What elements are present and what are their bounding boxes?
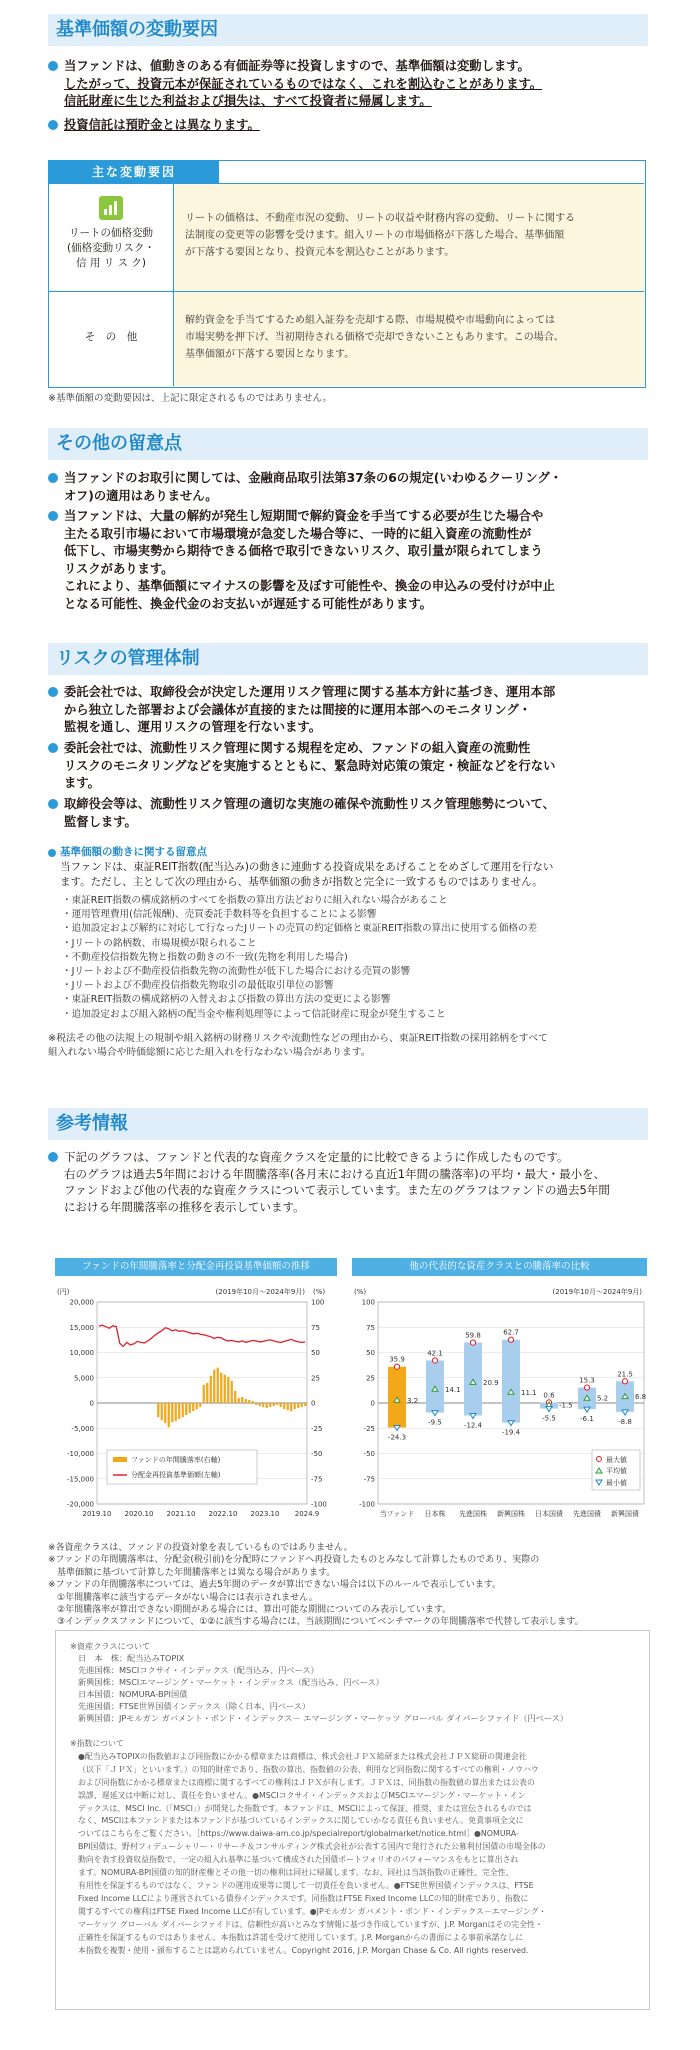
index-disclaimer: ※指数について ●配当込みTOPIXの指数値および同指数にかかる標章または商標は、株式会社ＪＰＸ総研または株式会社ＪＰＸ総研の関連会社 （以下「ＪＰＸ」といいます。）の知的財産であり、指数の算出、指数値の公表、利用など同指数に関するすべての権利・ノウハウ および同指数にかかる標章または商標に関するすべての権利はＪＰＸが有します。ＪＰＸは、同指数の指数値の算出または公表の 誤謬、遅延又は中断に対し、責任を負いません。●MSCIコクサイ・インデックスおよびMSCIエマージング・マーケット・イン デックスは、MSCI Inc.（「MSCI」）が開発した指数です。本ファンドは、MSCIによって保証、推奨、または宣伝されるものでは なく、MSCIは本ファンドまたは本ファンドが基づいているインデックスに関していかなる責任も負いません。免責事項全文に ついてはこちらをご覧ください。［https://www.daiwa-am.co.jp/specialreport/globalmarket/notice.html］●NOMURA- BPI国債は、野村フィデューシャリー・リサーチ＆コンサルティング株式会社が公表する国内で発行された公募利付国債の市場全体の 動向を表す投資収益指数で、一定の組入れ基準に基づいて構成された国債ポートフォリオのパフォーマンスをもとに算出され ます。NOMURA-BPI国債の知的財産権とその他一切の権利は同社に帰属します。なお、同社は当該指数の正確性、完全性、 有用性を保証するものではなく、ファンドの運用成果等に関して一切責任を負いません。●FTSE世界国債インデックスは、FTSE Fixed Income LLCにより運営されている債券インデックスです。同指数はFTSE Fixed Income LLCの知的財産であり、指数に 関するすべての権利はFTSE Fixed Income LLCが有しています。●JPモルガン ガバメント・ボンド・インデックス－エマージング・ マーケッツ グローバル ダイバーシファイドは、信頼性が高いとみなす情報に基づき作成していますが、J.P. Morganはその完全性・ 正確性を保証するものではありません。本指数は許諾を受けて使用しています。J.P. Morganからの書面による事前承諾なしに 本指数を複製・使用・頒布することは認められていません。Copyright 2016, J.P. Morgan Chase & Co. All rights reserved. <box>70 1739 547 1955</box>
max-value-label: 21.5 <box>617 1370 633 1379</box>
y-tick-label: 50 <box>366 1349 375 1357</box>
reference-description: 下記のグラフは、ファンドと代表的な資産クラスを定量的に比較できるように作成したものです。 右のグラフは過去5年間における年間騰落率(各月末における直近1年間の騰落率)の平均・最大・最小を、 ファンドおよび他の代表的な資産クラスについて表示しています。また左のグラフはファンドの過去5年間 における年間騰落率の推移を表示しています。 <box>48 1149 652 1215</box>
y-left-tick-label: 5,000 <box>73 1374 94 1383</box>
return-bar <box>287 1403 289 1410</box>
x-tick-label: 2022.10 <box>208 1510 238 1518</box>
return-bar <box>304 1403 306 1406</box>
list-item: ・不動産投信指数先物と指数の動きの不一致(先物を利用した場合) <box>62 951 348 963</box>
legend-label: 平均値 <box>606 1467 627 1475</box>
chart-period: (2019年10月～2024年9月) <box>215 1288 305 1296</box>
list-item: 新興国債：JPモルガン ガバメント・ボンド・インデックス－ エマージング・マーケッツ グローバル ダイバーシファイド（円ベース） <box>78 1713 568 1723</box>
return-bar <box>262 1403 264 1407</box>
bullet-icon <box>48 687 58 697</box>
chart-legend <box>592 1450 640 1490</box>
list-item: ・Jリートおよび不動産投信指数先物の流動性が低下した場合における売買の影響 <box>62 966 411 978</box>
min-value-label: -19.4 <box>501 1428 521 1437</box>
bullet-liquidity: 当ファンドは、大量の解約が発生し短期間で解約資金を手当てする必要が生じた場合や 主たる取引市場において市場環境が急変した場合等に、一時的に組入資産の流動性が 低下し、市場実勢から期待できる価格で取引できないリスク、取引量が限られてしまう リスクがあります。 これにより、基準価額にマイナスの影響を及ぼす可能性や、換金の申込みの受付けが中止 となる可能性、換金代金のお支払いが遅延する可能性があります。 <box>48 508 652 613</box>
max-marker <box>470 1340 475 1345</box>
asset-class-definitions: ※資産クラスについて 日 本 株：配当込みTOPIX 先進国株：MSCIコクサイ・インデックス（配当込み、円ベース） 新興国株：MSCIエマージング・マーケット・インデックス（配当込み、円ベース） 日本国債：NOMURA-BPI国債 先進国債：FTSE世界国債インデックス（除く日本、円ベース） 新興国債：JPモルガン ガバメント・ボンド・インデックス－ エマージング・マーケッツ グローバル ダイバーシファイド（円ベース） <box>70 1640 640 1724</box>
y-left-tick-label: -20,000 <box>66 1500 94 1509</box>
return-bar <box>178 1403 180 1419</box>
max-marker <box>622 1379 627 1384</box>
return-bar <box>182 1403 184 1417</box>
x-tick-label: 新興国債 <box>611 1510 639 1518</box>
bullet-fluctuation-1: 当ファンドは、値動きのある有価証券等に投資しますので、基準価額は変動します。 したがって、投資元本が保証されているものではなく、これを割込むことがあります。 信託財産に生じた利益および損失は、すべて投資者に帰属します。 <box>48 58 652 111</box>
legend-max-marker <box>597 1457 602 1462</box>
risk-row-other <box>49 291 644 386</box>
fluctuation-note: ※基準価額の変動要因は、上記に限定されるものではありません。 <box>48 393 333 404</box>
range-bar <box>502 1340 520 1423</box>
right-axis-unit: (%) <box>313 1288 326 1296</box>
chart-notes: ※各資産クラスは、ファンドの投資対象を表しているものではありません。 ※ファンドの年間騰落率は、分配金(税引前)を分配時にファンドへ再投資したものとみなして計算したものであり、実際の 基準価額に基づいて計算した年間騰落率とは異なる場合があります。 ※ファンドの年間騰落率については、過去5年間のデータが算出できない場合は以下のルールで表示しています。 ①年間騰落率に該当するデータがない場合には表示されません。 ②年間騰落率が算出できない期間がある場合には、算出可能な期間についてのみ表示しています。 ③インデックスファンドについて、①②に該当する場合には、当該期間についてベンチマークの年間騰落率で代替して表示します。 <box>48 1543 584 1628</box>
min-marker <box>432 1411 438 1416</box>
max-marker <box>394 1364 399 1369</box>
y-tick-label: -75 <box>363 1475 375 1484</box>
return-bar <box>276 1403 278 1405</box>
y-right-tick-label: -75 <box>311 1475 323 1484</box>
legend-label: 最大値 <box>606 1456 627 1464</box>
y-left-tick-label: -5,000 <box>71 1424 94 1433</box>
list-item: ・Jリートの銘柄数、市場規模が限られること <box>62 937 257 949</box>
legend-swatch-bar <box>113 1457 127 1462</box>
risk-row-description: 解約資金を手当てするため組入証券を売却する際、市場規模や市場動向によっては 市場実勢を押下げ、当初期待される価格で売却できないこともあります。この場合、 基準価額が下落する要因となります。 <box>185 315 564 360</box>
section-heading-risk-management: リスクの管理体制 <box>48 643 648 675</box>
chart-legend <box>107 1450 257 1484</box>
section-heading-other-notes: その他の留意点 <box>48 428 648 460</box>
avg-value-label: 20.9 <box>483 1378 499 1387</box>
bullet-icon <box>48 61 58 71</box>
avg-value-label: 5.2 <box>597 1394 609 1403</box>
return-bar <box>241 1397 243 1403</box>
return-bar <box>294 1403 296 1409</box>
return-bar <box>273 1403 275 1406</box>
return-bar <box>213 1370 215 1403</box>
left-axis-unit: (円) <box>57 1288 70 1296</box>
return-bar <box>290 1403 292 1411</box>
return-bar <box>266 1403 268 1408</box>
return-bar <box>189 1403 191 1413</box>
nav-reasons-list <box>62 894 652 1022</box>
return-bar <box>283 1403 285 1409</box>
return-bar <box>227 1377 229 1403</box>
bullet-icon <box>48 120 58 130</box>
max-marker <box>508 1337 513 1342</box>
max-value-label: 35.9 <box>389 1355 405 1364</box>
y-left-tick-label: 15,000 <box>69 1323 94 1332</box>
return-bar <box>234 1391 236 1403</box>
left-chart-title: ファンドの年間騰落率と分配金再投資基準価額の推移 <box>55 1258 337 1276</box>
x-tick-label: 2021.10 <box>166 1510 196 1518</box>
min-marker <box>622 1410 628 1415</box>
return-bar <box>168 1403 170 1427</box>
return-bar <box>206 1383 208 1403</box>
return-bar <box>175 1403 177 1421</box>
right-chart-title: 他の代表的な資産クラスとの騰落率の比較 <box>352 1258 647 1276</box>
return-bar <box>280 1403 282 1407</box>
y-left-tick-label: -15,000 <box>66 1475 94 1484</box>
risk-factor-table <box>48 160 646 388</box>
bullet-risk-mgmt-3: 取締役会等は、流動性リスク管理の適切な実施の確保や流動性リスク管理態勢について、 監督します。 <box>48 796 652 831</box>
return-bar <box>171 1403 173 1422</box>
return-bar <box>157 1403 159 1417</box>
min-value-label: -5.5 <box>542 1414 556 1423</box>
price-chart-icon <box>99 196 123 220</box>
y-right-tick-label: -100 <box>311 1500 327 1509</box>
y-right-tick-label: 100 <box>311 1298 325 1307</box>
return-bar <box>217 1368 219 1403</box>
asset-class-comparison-chart <box>352 1280 650 1540</box>
risk-table-title: 主な変動要因 <box>49 161 219 183</box>
x-tick-label: 2023.10 <box>250 1510 280 1518</box>
bullet-icon <box>48 849 56 857</box>
y-left-tick-label: -10,000 <box>66 1450 94 1458</box>
return-bar <box>248 1400 250 1403</box>
min-value-label: -8.8 <box>618 1417 632 1426</box>
list-item: ・東証REIT指数の構成銘柄のすべてを指数の算出方法どおりに組入れない場合があること <box>62 895 448 906</box>
min-value-label: -9.5 <box>428 1418 442 1427</box>
return-bar <box>297 1403 299 1408</box>
tax-note: ※税法その他の法規上の規制や組入銘柄の財務リスクや流動性などの理由から、東証REIT指数の採用銘柄をすべて 組入れない場合や時価総額に応じた組入れを行なわない場合があります。 <box>48 1033 548 1058</box>
list-item: ・運用管理費用(信託報酬)、売買委託手数料等を負担することによる影響 <box>62 909 377 921</box>
avg-value-label: 14.1 <box>445 1385 461 1394</box>
max-value-label: 59.8 <box>465 1331 481 1340</box>
y-right-tick-label: 50 <box>311 1349 320 1357</box>
min-value-label: -12.4 <box>463 1421 483 1430</box>
section-heading-fluctuation: 基準価額の変動要因 <box>48 14 648 46</box>
section-heading-reference: 参考情報 <box>48 1108 648 1140</box>
min-value-label: -6.1 <box>580 1415 594 1424</box>
avg-value-label: 11.1 <box>521 1388 537 1397</box>
max-value-label: 0.6 <box>543 1391 555 1400</box>
y-tick-label: 0 <box>370 1399 375 1408</box>
return-bar <box>161 1403 163 1420</box>
min-marker <box>470 1414 476 1419</box>
x-tick-label: 新興国株 <box>497 1510 525 1518</box>
return-bar <box>224 1375 226 1403</box>
list-item: 新興国株：MSCIエマージング・マーケット・インデックス（配当込み、円ベース） <box>78 1677 384 1687</box>
x-tick-label: 2019.10 <box>82 1510 112 1518</box>
chart-period: (2019年10月～2024年9月) <box>552 1288 642 1296</box>
y-tick-label: 100 <box>361 1298 375 1307</box>
avg-value-label: 6.8 <box>635 1393 647 1402</box>
return-bar <box>210 1376 212 1403</box>
x-tick-label: 先進国債 <box>573 1510 601 1518</box>
return-bar <box>220 1373 222 1403</box>
bullet-cooling-off: 当ファンドのお取引に関しては、金融商品取引法第37条の6の規定(いわゆるクーリング・ オフ)の適用はありません。 <box>48 470 652 505</box>
max-value-label: 15.3 <box>579 1376 595 1385</box>
return-bar <box>199 1403 201 1407</box>
y-tick-label: -50 <box>363 1450 375 1458</box>
return-bar <box>192 1403 194 1411</box>
list-item: 日 本 株：配当込みTOPIX <box>78 1653 185 1663</box>
y-right-tick-label: 75 <box>311 1323 320 1332</box>
min-marker <box>546 1407 552 1412</box>
list-item: ・Jリートおよび不動産投信指数先物取引の最低取引単位の影響 <box>62 980 334 992</box>
return-bar <box>231 1381 233 1403</box>
return-bar <box>269 1403 271 1407</box>
nav-movement-notes: 基準価額の動きに関する留意点 当ファンドは、東証REIT指数(配当込み)の動きに連動する投資成果をあげることをめざして運用を行ない ます。ただし、主として次の理由から、基準価額の動きが指数と完全に一致するものではありません。 <box>48 845 652 890</box>
return-bar <box>255 1403 257 1405</box>
bullet-icon <box>48 799 58 809</box>
x-tick-label: 2024.9 <box>294 1510 320 1518</box>
max-value-label: 42.1 <box>427 1349 443 1358</box>
list-item: 先進国株：MSCIコクサイ・インデックス（配当込み、円ベース） <box>78 1665 319 1675</box>
min-marker <box>508 1421 514 1426</box>
x-tick-label: 日本株 <box>424 1510 446 1518</box>
nav-notes-heading: 基準価額の動きに関する留意点 <box>60 846 207 858</box>
y-left-tick-label: 20,000 <box>69 1298 94 1307</box>
fund-return-chart <box>55 1280 345 1540</box>
avg-value-label: -1.5 <box>559 1401 573 1410</box>
y-right-tick-label: 25 <box>311 1374 320 1383</box>
y-right-tick-label: 0 <box>311 1399 316 1408</box>
x-tick-label: 2020.10 <box>124 1510 154 1518</box>
legend-label: 分配金再投資基準価額(左軸) <box>131 1471 221 1479</box>
return-bar <box>185 1403 187 1415</box>
bullet-risk-mgmt-2: 委託会社では、流動性リスク管理に関する規程を定め、ファンドの組入資産の流動性 リスクのモニタリングなどを実施するとともに、緊急時対応策の策定・検証などを行ない ます。 <box>48 740 652 793</box>
return-bar <box>203 1385 205 1403</box>
avg-value-label: 3.2 <box>407 1396 419 1405</box>
x-tick-label: 日本国債 <box>535 1510 563 1518</box>
y-tick-label: -25 <box>363 1424 375 1433</box>
legend-label: ファンドの年間騰落率(右軸) <box>131 1456 221 1464</box>
y-tick-label: 25 <box>366 1374 375 1383</box>
min-marker <box>584 1407 590 1412</box>
x-tick-label: 当ファンド <box>379 1510 415 1518</box>
legend-label: 最小値 <box>606 1479 627 1487</box>
y-tick-label: -100 <box>359 1500 375 1509</box>
list-item: 先進国債：FTSE世界国債インデックス（除く日本、円ベース） <box>78 1701 311 1711</box>
y-left-tick-label: 0 <box>89 1399 94 1408</box>
return-bar <box>164 1403 166 1423</box>
list-item: 日本国債：NOMURA-BPI国債 <box>78 1689 188 1699</box>
return-bar <box>301 1403 303 1407</box>
risk-row-label: リートの価格変動 (価格変動リスク・ 信 用 リ ス ク) <box>49 184 174 291</box>
risk-row-label: そ の 他 <box>49 292 174 386</box>
bullet-icon <box>48 473 58 483</box>
min-value-label: -24.3 <box>387 1433 407 1442</box>
bullet-icon <box>48 511 58 521</box>
return-bar <box>196 1403 198 1409</box>
return-bar <box>259 1403 261 1406</box>
x-tick-label: 先進国株 <box>459 1510 487 1518</box>
nav-line <box>99 1325 305 1346</box>
list-item: ・東証REIT指数の構成銘柄の入替えおよび指数の算出方法の変更による影響 <box>62 994 391 1006</box>
bullet-icon <box>48 743 58 753</box>
max-value-label: 62.7 <box>503 1328 519 1337</box>
list-item: ・追加設定および組入銘柄の配当金や権利処理等によって信託財産に現金が発生すること <box>62 1008 446 1020</box>
risk-row-reit <box>49 183 644 291</box>
return-bar <box>238 1398 240 1403</box>
bullet-icon <box>48 1152 58 1162</box>
axis-unit: (%) <box>354 1288 367 1296</box>
return-bar <box>245 1399 247 1403</box>
risk-row-description: リートの価格は、不動産市況の変動、リートの収益や財務内容の変動、リートに関する 法制度の変更等の影響を受けます。組入リートの市場価格が下落した場合、基準価額 が下落する要因となり、投資元本を割込むことがあります。 <box>185 213 575 258</box>
bullet-fluctuation-2: 投資信託は預貯金とは異なります。 <box>48 117 652 135</box>
max-marker <box>584 1385 589 1390</box>
max-marker <box>432 1358 437 1363</box>
y-right-tick-label: -50 <box>311 1450 323 1458</box>
bullet-risk-mgmt-1: 委託会社では、取締役会が決定した運用リスク管理に関する基本方針に基づき、運用本部 から独立した部署および会議体が直接的または間接的に運用本部へのモニタリング・ 監視を通し、運用リスクの管理を行ないます。 <box>48 684 652 737</box>
return-bar <box>252 1401 254 1403</box>
y-left-tick-label: 10,000 <box>69 1349 94 1357</box>
y-tick-label: 75 <box>366 1323 375 1332</box>
y-right-tick-label: -25 <box>311 1424 323 1433</box>
list-item: ・追加設定および解約に対応して行なったJリートの売買の約定価格と東証REIT指数の算出に使用する価格の差 <box>62 923 538 935</box>
